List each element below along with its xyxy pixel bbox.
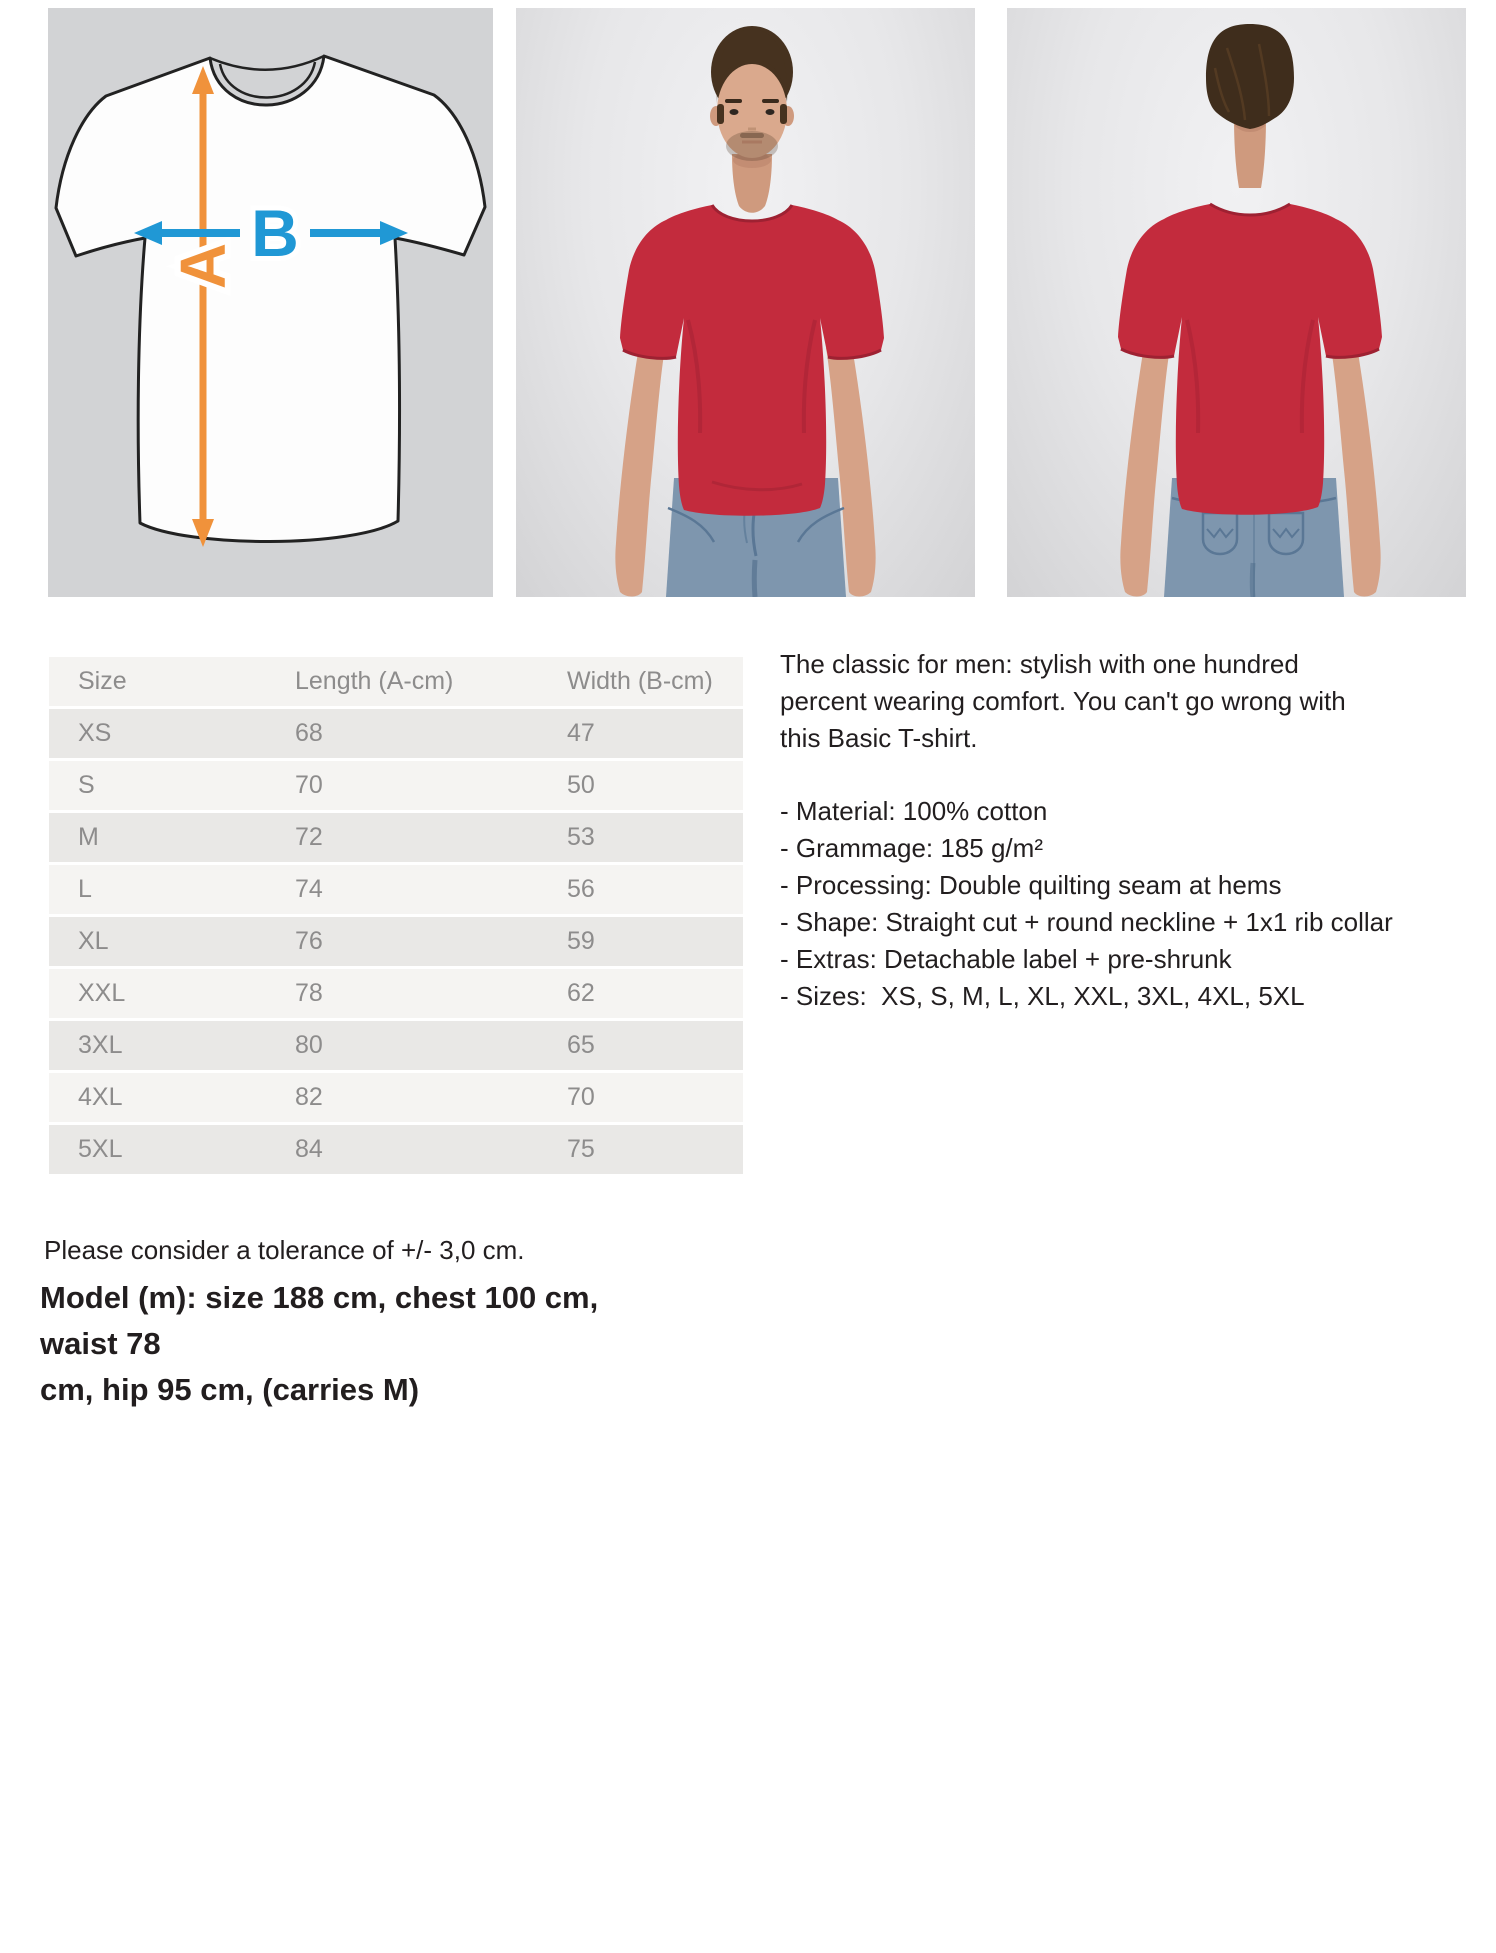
intro-line: this Basic T-shirt.: [780, 723, 978, 753]
table-row: [49, 812, 743, 864]
cell-length: 84: [295, 1124, 567, 1176]
cell-size: 4XL: [49, 1072, 295, 1124]
cell-width: 65: [567, 1020, 743, 1072]
cell-length: 76: [295, 916, 567, 968]
table-row: [49, 1072, 743, 1124]
sideburn-right: [780, 104, 787, 124]
cell-size: XXL: [49, 968, 295, 1020]
cell-width: 62: [567, 968, 743, 1020]
bullet-extras: - Extras: Detachable label + pre-shrunk: [780, 944, 1232, 974]
table-row: [49, 916, 743, 968]
tolerance-note: Please consider a tolerance of +/- 3,0 cm.: [44, 1235, 525, 1265]
description-intro: [780, 646, 1480, 757]
cell-width: 56: [567, 864, 743, 916]
table-row: [49, 760, 743, 812]
intro-line: The classic for men: stylish with one hundred: [780, 649, 1299, 679]
model-note-line: cm, hip 95 cm, (carries M): [40, 1372, 420, 1407]
product-description: [780, 646, 1480, 1015]
table-row: [49, 864, 743, 916]
size-diagram-image: [48, 8, 493, 597]
bullet-grammage: - Grammage: 185 g/m²: [780, 833, 1043, 863]
table-header-row: [49, 657, 743, 708]
model-back-illustration: [1007, 8, 1466, 597]
model-note-line: Model (m): size 188 cm, chest 100 cm, waist 78: [40, 1280, 599, 1361]
eye-left: [730, 109, 739, 115]
product-images-row: [48, 8, 1466, 597]
model-photo-back: [1007, 8, 1466, 597]
cell-size: S: [49, 760, 295, 812]
bullet-shape: - Shape: Straight cut + round neckline + 1x1 rib collar: [780, 907, 1393, 937]
cell-size: XL: [49, 916, 295, 968]
cell-size: 5XL: [49, 1124, 295, 1176]
collar-rib-line: [220, 62, 315, 98]
model-note: [40, 1275, 640, 1413]
cell-length: 78: [295, 968, 567, 1020]
label-a: A: [167, 242, 239, 290]
cell-length: 82: [295, 1072, 567, 1124]
jeans-leg-split-back: [1252, 563, 1253, 597]
col-header-size: Size: [49, 657, 295, 708]
cell-width: 50: [567, 760, 743, 812]
size-table: [49, 657, 743, 1177]
brow-right: [762, 99, 779, 103]
brow-left: [725, 99, 742, 103]
back-left-arm: [1120, 340, 1170, 597]
intro-line: percent wearing comfort. You can't go wrong with: [780, 686, 1346, 716]
bullet-sizes: - Sizes: XS, S, M, L, XL, XXL, 3XL, 4XL, 5XL: [780, 981, 1305, 1011]
table-row: [49, 1124, 743, 1176]
cell-size: L: [49, 864, 295, 916]
back-hair: [1206, 24, 1294, 129]
description-bullets: [780, 793, 1480, 1015]
bullet-processing: - Processing: Double quilting seam at hems: [780, 870, 1282, 900]
col-header-length: Length (A-cm): [295, 657, 567, 708]
table-row: [49, 1020, 743, 1072]
front-left-arm: [615, 340, 665, 597]
cell-width: 70: [567, 1072, 743, 1124]
bottom-notes: [40, 1233, 640, 1413]
jeans-leg-split: [754, 560, 755, 597]
cell-length: 68: [295, 708, 567, 760]
collar-back-line: [210, 56, 324, 70]
sideburn-left: [717, 104, 724, 124]
cell-length: 74: [295, 864, 567, 916]
tshirt-measurement-diagram: [48, 8, 493, 597]
mustache: [740, 133, 764, 138]
bullet-material: - Material: 100% cotton: [780, 796, 1048, 826]
cell-width: 47: [567, 708, 743, 760]
col-header-width: Width (B-cm): [567, 657, 743, 708]
tshirt-outline: [56, 56, 485, 542]
cell-width: 53: [567, 812, 743, 864]
model-photo-front: [516, 8, 975, 597]
cell-length: 72: [295, 812, 567, 864]
cell-size: 3XL: [49, 1020, 295, 1072]
model-front-illustration: [516, 8, 975, 597]
cell-width: 59: [567, 916, 743, 968]
label-b: B: [251, 196, 299, 270]
eye-right: [766, 109, 775, 115]
table-row: [49, 708, 743, 760]
cell-length: 70: [295, 760, 567, 812]
table-row: [49, 968, 743, 1020]
cell-size: M: [49, 812, 295, 864]
cell-size: XS: [49, 708, 295, 760]
cell-length: 80: [295, 1020, 567, 1072]
cell-width: 75: [567, 1124, 743, 1176]
